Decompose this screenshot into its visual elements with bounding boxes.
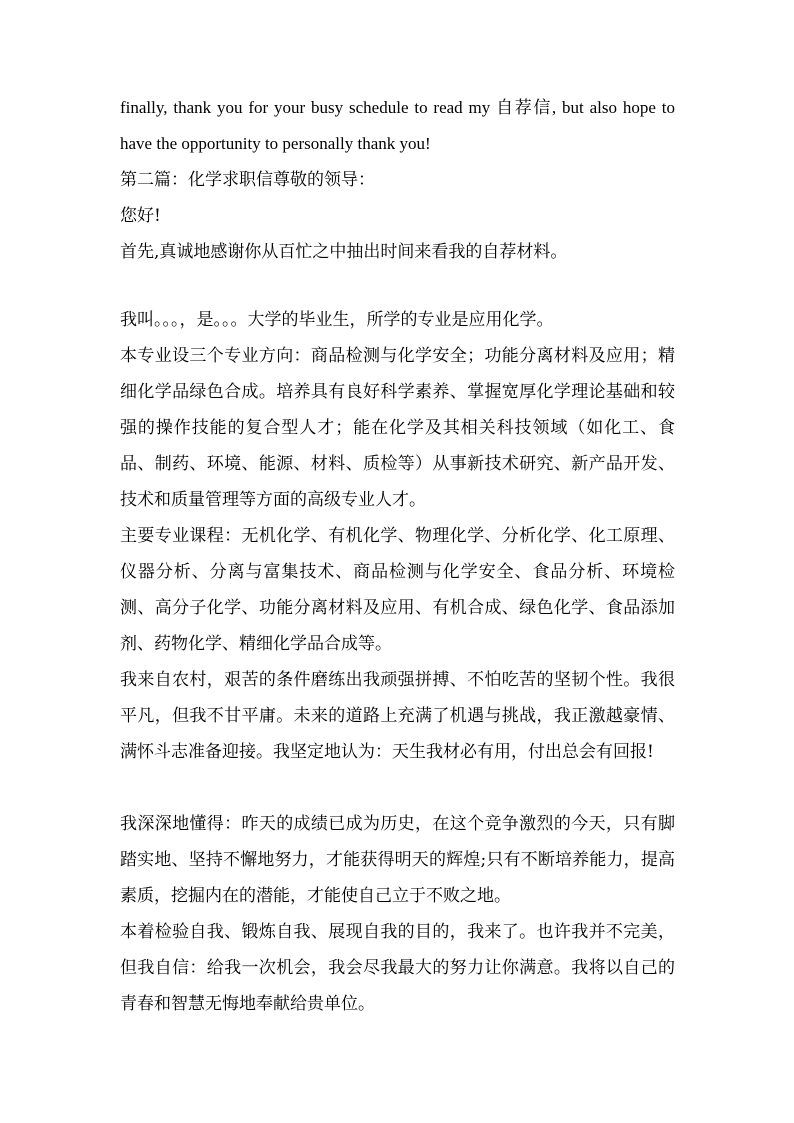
paragraph-closing-english: finally, thank you for your busy schedule to read my 自荐信, but also hope to have the opportunity to personally thank you! [120, 98, 675, 153]
paragraph-purpose: 本着检验自我、锻炼自我、展现自我的目的，我来了。也许我并不完美，但我自信：给我一次机会，我会尽我最大的努力让你满意。我将以自己的青春和智慧无悔地奉献给贵单位。 [120, 922, 675, 1014]
paragraph-background: 我来自农村，艰苦的条件磨练出我顽强拼搏、不怕吃苦的坚韧个性。我很平凡，但我不甘平庸。未来的道路上充满了机遇与挑战，我正激越豪情、满怀斗志准备迎接。我坚定地认为：天生我材必有用，付出总会有回报! [120, 670, 675, 762]
paragraph-title: 第二篇：化学求职信尊敬的领导： [120, 170, 375, 190]
paragraph-courses: 主要专业课程：无机化学、有机化学、物理化学、分析化学、化工原理、仪器分析、分离与富集技术、商品检测与化学安全、食品分析、环境检测、高分子化学、功能分离材料及应用、有机合成、绿色化学、食品添加剂、药物化学、精细化学品合成等。 [120, 526, 675, 654]
paragraph-intro: 我叫。。。，是。。。大学的毕业生，所学的专业是应用化学。 [120, 310, 554, 330]
paragraph-major-directions: 本专业设三个专业方向：商品检测与化学安全；功能分离材料及应用；精细化学品绿色合成。培养具有良好科学素养、掌握宽厚化学理论基础和较强的操作技能的复合型人才；能在化学及其相关科技领域（如化工、食品、制药、环境、能源、材料、质检等）从事新技术研究、新产品开发、技术和质量管理等方面的高级专业人才。 [120, 346, 675, 510]
paragraph-thanks: 首先,真诚地感谢你从百忙之中抽出时间来看我的自荐材料。 [120, 242, 568, 262]
paragraph-greeting: 您好! [120, 206, 161, 226]
paragraph-understanding: 我深深地懂得：昨天的成绩已成为历史，在这个竞争激烈的今天，只有脚踏实地、坚持不懈地努力，才能获得明天的辉煌;只有不断培养能力，提高素质，挖掘内在的潜能，才能使自己立于不败之地。 [120, 814, 675, 906]
